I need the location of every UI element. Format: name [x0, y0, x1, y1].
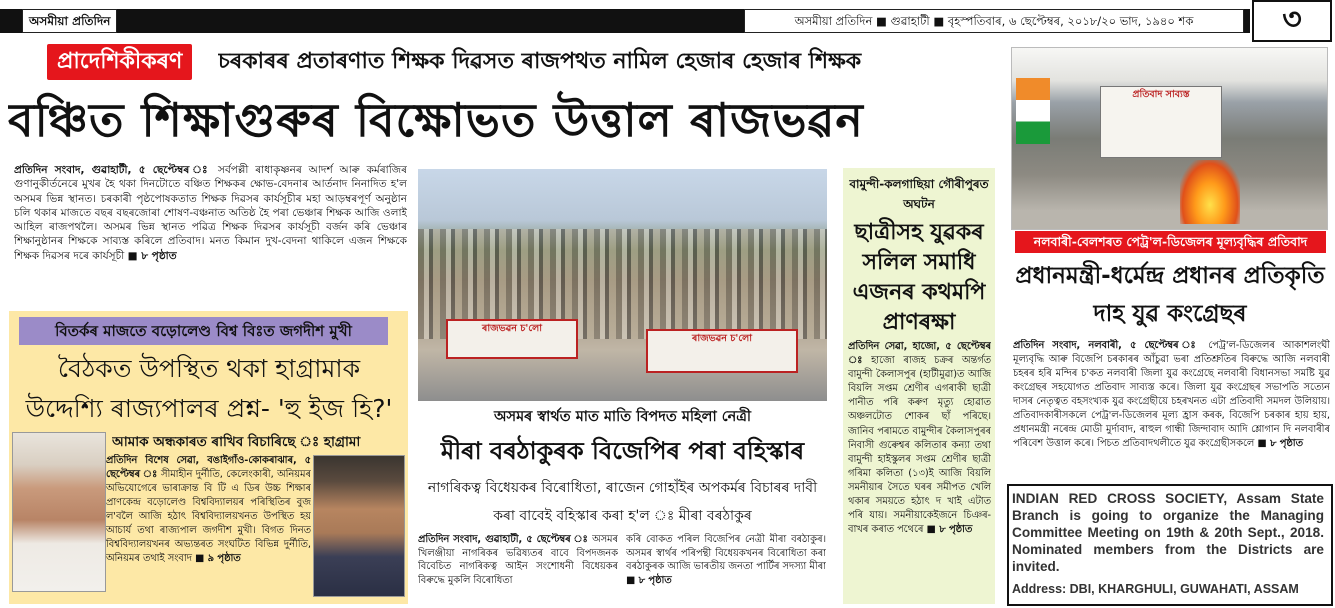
page-number: ৩ [1252, 0, 1332, 42]
center-story-col2 [626, 533, 826, 601]
photo-hagrama [12, 432, 106, 592]
right-kicker: নলবাৰী-বেলশৰত পেট্ৰ'ল-ডিজেলৰ মূল্যবৃদ্ধিৰ প্ৰতিবাদ [1015, 231, 1326, 253]
right-byline: প্ৰতিদিন সংবাদ, নলবাৰী, ৫ ছেপ্টেম্বৰ ঃ [1013, 340, 1201, 351]
center-jump-link[interactable]: ■ ৮ পৃষ্ঠাত [626, 574, 672, 586]
protest-banner [1100, 86, 1222, 158]
photo-banner-left-text: ৰাজভৱন চ'লো [482, 323, 542, 334]
center-headline[interactable]: মীৰা বৰঠাকুৰক বিজেপিৰ পৰা বহিস্কাৰ [440, 437, 805, 465]
congress-flag [1016, 78, 1050, 144]
left-subhead: আমাক অন্ধকাৰত ৰাখিব বিচাৰিছে ঃ হাগ্ৰামা [112, 434, 361, 450]
left-banner: বিতৰ্কৰ মাজতে বড়োলেণ্ড বিশ্ব বিঃত জগদীশ মুখী [19, 317, 388, 345]
lead-byline: প্ৰতিদিন সংবাদ, গুৱাহাটী, ৫ ছেপ্টেম্বৰ ঃ [14, 164, 212, 176]
green-byline: প্ৰতিদিন সেৱা, হাজো, ৫ ছেপ্টেম্বৰ ঃ [848, 341, 991, 367]
right-body: পেট্ৰ'ল-ডিজেলৰ আকাশলংঘী মূল্যবৃদ্ধি আৰু বিজেপি চৰকাৰৰ আঁচুৱা ভৰা প্ৰতিশ্ৰুতিৰ বিৰুদ্ধে আজি নলবাৰী চহৰৰ হৰি মন্দিৰ চ'কত নলবাৰী জিলা যুৱ কংগ্ৰেছে নলবাৰী বিধানসভা সমষ্টি যুৱ কংগ্ৰেছৰ সহযোগত প্ৰতিবাদ সাব্যস্ত কৰে। জিলা যুৱ কংগ্ৰেছৰ সভাপতি সত্যেন দাসৰ নেতৃত্বত বহসংখ্যক যুৱ কংগ্ৰেছীয়ে চহৰখনত এটা প্ৰতিবাদী সমদল উলিয়ায়। প্ৰতিবাদকাৰীসকলে পেট্ৰ'ল-ডিজেলৰ মূল্য হ্ৰাস কৰক, বিজেপি চৰকাৰ হায় হায়, প্ৰধানমন্ত্ৰী নৰেন্দ্ৰ মোডী মুৰ্দাবাদ, ৰাহুল গান্ধী জিন্দাবাদ আদি শ্লোগান দি নলবাৰীৰ পৰিবেশ উত্তাল কৰে। পিচত প্ৰতিবাদথলীতে যুৱ কংগ্ৰেছীসকলে [1013, 340, 1330, 449]
protest-photo [1011, 47, 1328, 230]
lead-headline[interactable]: বঞ্চিত শিক্ষাগুৰুৰ বিক্ষোভত উত্তাল ৰাজভৱন [8, 93, 864, 147]
center-kicker: অসমৰ স্বাৰ্থত মাত মাতি বিপদত মহিলা নেত্ৰী [493, 409, 752, 425]
lead-jump-link[interactable]: ■ ৮ পৃষ্ঠাত [127, 249, 177, 262]
center-byline: প্ৰতিদিন সংবাদ, গুৱাহাটী, ৫ ছেপ্টেম্বৰ ঃ [418, 534, 589, 545]
left-byline: প্ৰতিদিন বিশেষ সেৱা, বঙাইগাঁও-কোকৰাঝাৰ, ৫ ছেপ্টেম্বৰ ঃ [106, 455, 311, 480]
notice-body: INDIAN RED CROSS SOCIETY, Assam State Branch is going to organize the Managing Committee Meeting on 19th & 20th Sept., 2018. Nominated members from the Districts are invited. [1012, 491, 1324, 574]
left-story [106, 454, 311, 596]
left-headline[interactable]: বৈঠকত উপস্থিত থকা হাগ্ৰামাক উদ্দেশ্যি ৰাজ্যপালৰ প্ৰশ্ন- 'হু ইজ হি?' [25, 354, 393, 423]
right-story [1013, 339, 1330, 481]
right-jump-link[interactable]: ■ ৮ পৃষ্ঠাত [1257, 438, 1303, 449]
photo-banner-left [446, 319, 578, 359]
photo-banner-right [646, 329, 798, 373]
center-body-2: কৰি বোকত পৰিল বিজেপিৰ নেত্ৰী মীৰা বৰঠাকুৰ। অসমৰ স্বাৰ্থৰ পৰিপন্থী বিধেয়কখনৰ বিৰোধিতা কৰা বৰঠাকুৰক আজি ভাৰতীয় জনতা পাৰ্টিৰ সদস্যা মীৰা [626, 534, 826, 573]
dateline: অসমীয়া প্ৰতিদিন ■ গুৱাহাটী ■ বৃহস্পতিবাৰ, ৬ ছেপ্টেম্বৰ, ২০১৮/২০ ভাদ, ১৯৪০ শক [744, 9, 1244, 33]
fire-effigy [1180, 160, 1240, 224]
lead-story [14, 163, 407, 305]
protest-banner-text: প্ৰতিবাদ সাব্যস্ত [1132, 89, 1190, 100]
photo-banner-right-text: ৰাজভৱন চ'লো [692, 333, 752, 344]
green-story [848, 340, 991, 602]
right-headline[interactable]: প্ৰধানমন্ত্ৰী-ধৰ্মেন্দ্ৰ প্ৰধানৰ প্ৰতিকৃতি দাহ যুৱ কংগ্ৰেছৰ [1015, 263, 1325, 327]
green-jump-link[interactable]: ■ ৮ পৃষ্ঠাত [926, 524, 973, 536]
section-label: প্ৰাদেশিকীকৰণ [47, 44, 192, 80]
photo-governor [313, 455, 405, 597]
rally-photo [418, 169, 827, 401]
center-subhead: নাগৰিকত্ব বিধেয়কৰ বিৰোধিতা, ৰাজেন গোহাঁইৰ অপকৰ্মৰ বিচাৰৰ দাবী কৰা বাবেই বহিস্কাৰ কৰা হ'ল ঃ মীৰা বৰঠাকুৰ [427, 480, 818, 524]
left-jump-link[interactable]: ■ ৯ পৃষ্ঠাত [194, 553, 241, 564]
left-body: সীমাহীন দুৰ্নীতি, কেলেংকাৰী, অনিয়মৰ অভিযোগেৰে ভাৰাক্ৰান্ত বি টি এ ডিৰ উচ্চ শিক্ষাৰ প্ৰাণকেন্দ্ৰ বড়োলেণ্ড বিশ্ববিদ্যালয়ৰ পৰিস্থিতিৰ বুজ ল'বলৈ আজি হঠাৎ বিশ্ববিদ্যালয়খনত উপস্থিত হয় আচাৰ্য তথা ৰাজ্যপাল জগদীশ মুখী। বিগত দিনত বিশ্ববিদ্যালয়খনৰ অভ্যন্তৰত সংঘটিত বিভিন্ন দুৰ্নীতি, অনিয়মৰ তথাই সংবাদ [106, 469, 311, 564]
lead-kicker: চৰকাৰৰ প্ৰতাৰণাত শিক্ষক দিৱসত ৰাজপথত নামিল হেজাৰ হেজাৰ শিক্ষক [218, 49, 862, 74]
masthead: অসমীয়া প্ৰতিদিন [22, 9, 117, 33]
green-headline[interactable]: ছাত্ৰীসহ যুৱকৰ সলিল সমাধি এজনৰ কথমপি প্ৰাণৰক্ষা [852, 220, 986, 335]
notice-address: Address: DBI, KHARGHULI, GUWAHATI, ASSAM [1012, 582, 1299, 596]
green-body: হাজো ৰাজহ চক্ৰৰ অন্তৰ্গত বামুন্দী কৈলাসপুৰ (হাটীমুৱা)ত আজি বিয়লি সপ্তম শ্ৰেণীৰ এগৰাকী ছাত্ৰী পানীত পৰি কৰুণ মৃত্যু হোৱাত অঞ্চলটোত শোকৰ ছাঁ পৰিছে। জানিব পৰামতে বামুন্দীৰ কৈলাসপুৰৰ নিবাসী গুৰুেশ্বৰ কলিতাৰ কন্যা তথা বামুন্দী হাইস্কুলৰ সপ্তম শ্ৰেণীৰ ছাত্ৰী গৰিমা কলিতা (১৩)ই আজি বিয়লি সমনীয়াৰ সৈতে ঘৰৰ সমীপত খেলি থকাৰ সময়তে হঠাৎ দ খাই এটাত পৰি যায়। সমনীয়াকেইজনে চিঞৰ-বাখৰ কৰাত পথেৰে [848, 355, 991, 536]
green-kicker: বামুন্দী-কলগাছিয়া গৌৰীপুৰত অঘটন [849, 177, 989, 211]
lead-body: সৰ্বপল্লী ৰাধাকৃষ্ণনৰ আদৰ্শ আৰু কৰ্মৰাজিৰ গুণানুকীৰ্তনেৰে মুখৰ হৈ থকা দিনটোতে বঞ্চিত শিক্ষকৰ ক্ষোভ-বেদনাৰ আৰ্তনাদ নিনাদিত হ'ল অসমৰ ভিন্ন স্থানত। চৰকাৰী পৃষ্ঠপোষকতাত শিক্ষক দিৱসৰ কাৰ্যসূচীৰ মহা আড়ম্বৰপূৰ্ণ অনুষ্ঠান চলি থকাৰ মাজতে বছৰ বছৰজোৰা শোষণ-বঞ্চনাত অতিষ্ঠ হৈ পৰা ভেঞ্চাৰ শিক্ষক আজি ওলাই আহিল ৰাজপথলৈ। অসমৰ ভিন্ন স্থানত পৱিত্ৰ শিক্ষক দিৱসৰ কাৰ্যসূচী বৰ্জন কৰি ভেঞ্চাৰ শিক্ষানুষ্ঠানৰ শিক্ষকে সাব্যস্ত কৰিলে প্ৰতিবাদ। মনত কিমান দুখ-বেদনা থাকিলে এজন শিক্ষকে শিক্ষক দিৱসৰ দৰে কাৰ্যসূচী [14, 164, 407, 262]
center-body-1: অসমৰ খিলঞ্জীয়া নাগৰিকৰ ভৱিষ্যতৰ বাবে বিপদজনক বিবেচিত নাগৰিকত্ব আইন সংশোধনী বিধেয়কৰ বিৰুদ্ধে মুকলি বিৰোধিতা [418, 534, 618, 586]
center-story-col1 [418, 533, 618, 601]
